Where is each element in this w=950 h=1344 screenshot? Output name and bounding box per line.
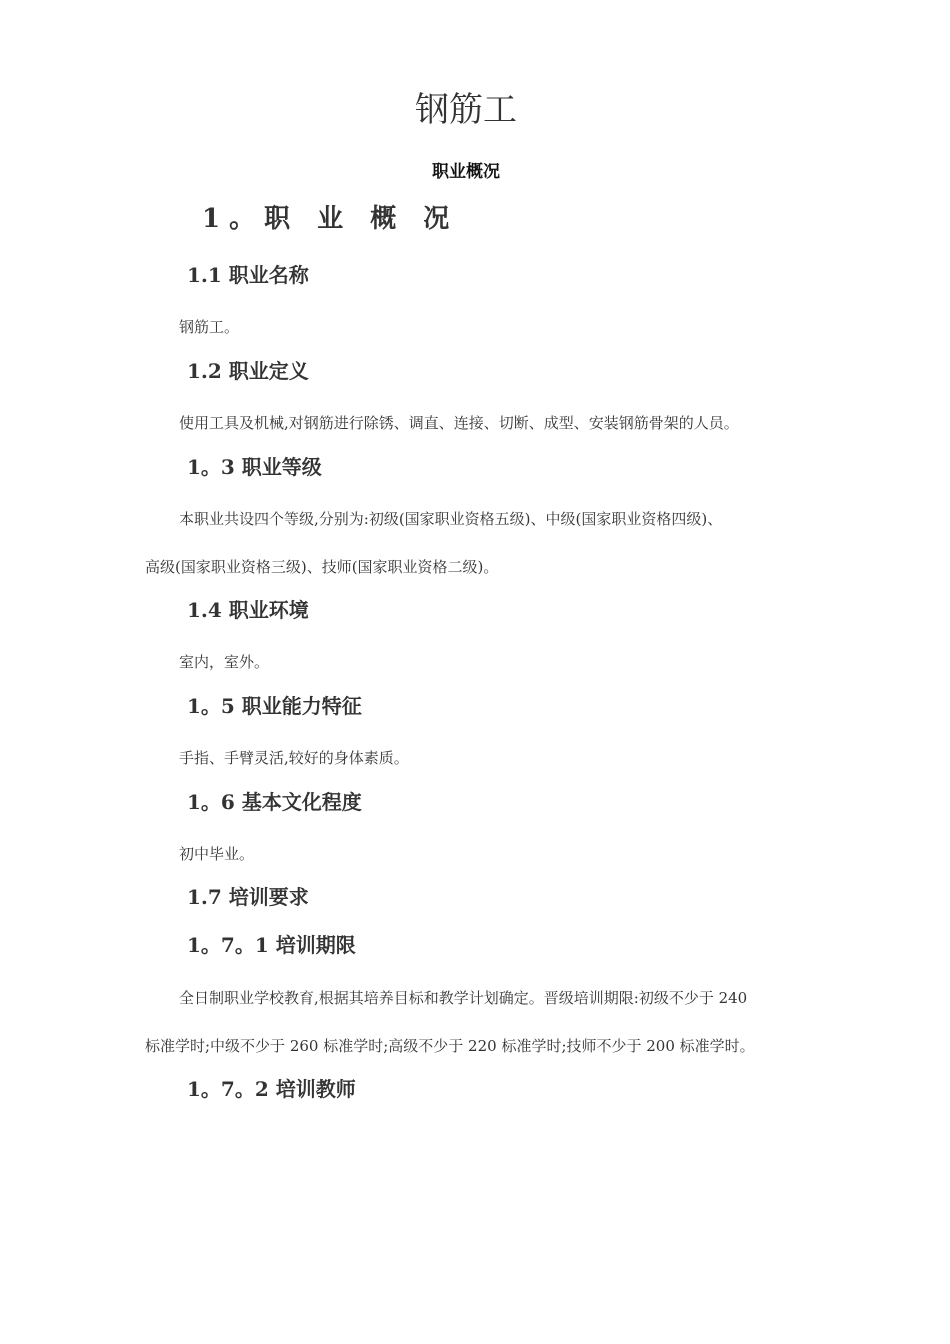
heading-ability-characteristics: 1。5 职业能力特征 [187, 694, 362, 718]
heading-work-environment: 1.4 职业环境 [187, 598, 309, 622]
paragraph-work-environment: 室内，室外。 [179, 653, 270, 671]
heading-occupation-levels: 1。3 职业等级 [187, 455, 322, 479]
heading-training-requirements: 1.7 培训要求 [187, 885, 309, 909]
section-heading: 1。职 业 概 况 [202, 204, 459, 234]
paragraph-occupation-definition: 使用工具及机械,对钢筋进行除锈、调直、连接、切断、成型、安装钢筋骨架的人员。 [179, 414, 739, 432]
paragraph-training-period-line2: 标准学时;中级不少于 260 标准学时;高级不少于 220 标准学时;技师不少于 200 标准学时。 [145, 1037, 755, 1055]
heading-training-teachers: 1。7。2 培训教师 [187, 1077, 356, 1101]
paragraph-education-level: 初中毕业。 [179, 845, 255, 863]
heading-education-level: 1。6 基本文化程度 [187, 790, 362, 814]
paragraph-occupation-name: 钢筋工。 [179, 318, 240, 336]
paragraph-training-period-line1: 全日制职业学校教育,根据其培养目标和教学计划确定。晋级培训期限:初级不少于 240 [179, 989, 748, 1007]
heading-training-period: 1。7。1 培训期限 [187, 933, 356, 957]
document-title: 钢筋工 [415, 90, 517, 130]
paragraph-occupation-levels-line2: 高级(国家职业资格三级)、技师(国家职业资格二级)。 [145, 558, 499, 576]
paragraph-occupation-levels-line1: 本职业共设四个等级,分别为:初级(国家职业资格五级)、中级(国家职业资格四级)、 [179, 510, 723, 528]
document-subtitle: 职业概况 [432, 162, 500, 182]
heading-occupation-definition: 1.2 职业定义 [187, 359, 309, 383]
heading-occupation-name: 1.1 职业名称 [187, 263, 309, 287]
paragraph-ability-characteristics: 手指、手臂灵活,较好的身体素质。 [179, 749, 409, 767]
